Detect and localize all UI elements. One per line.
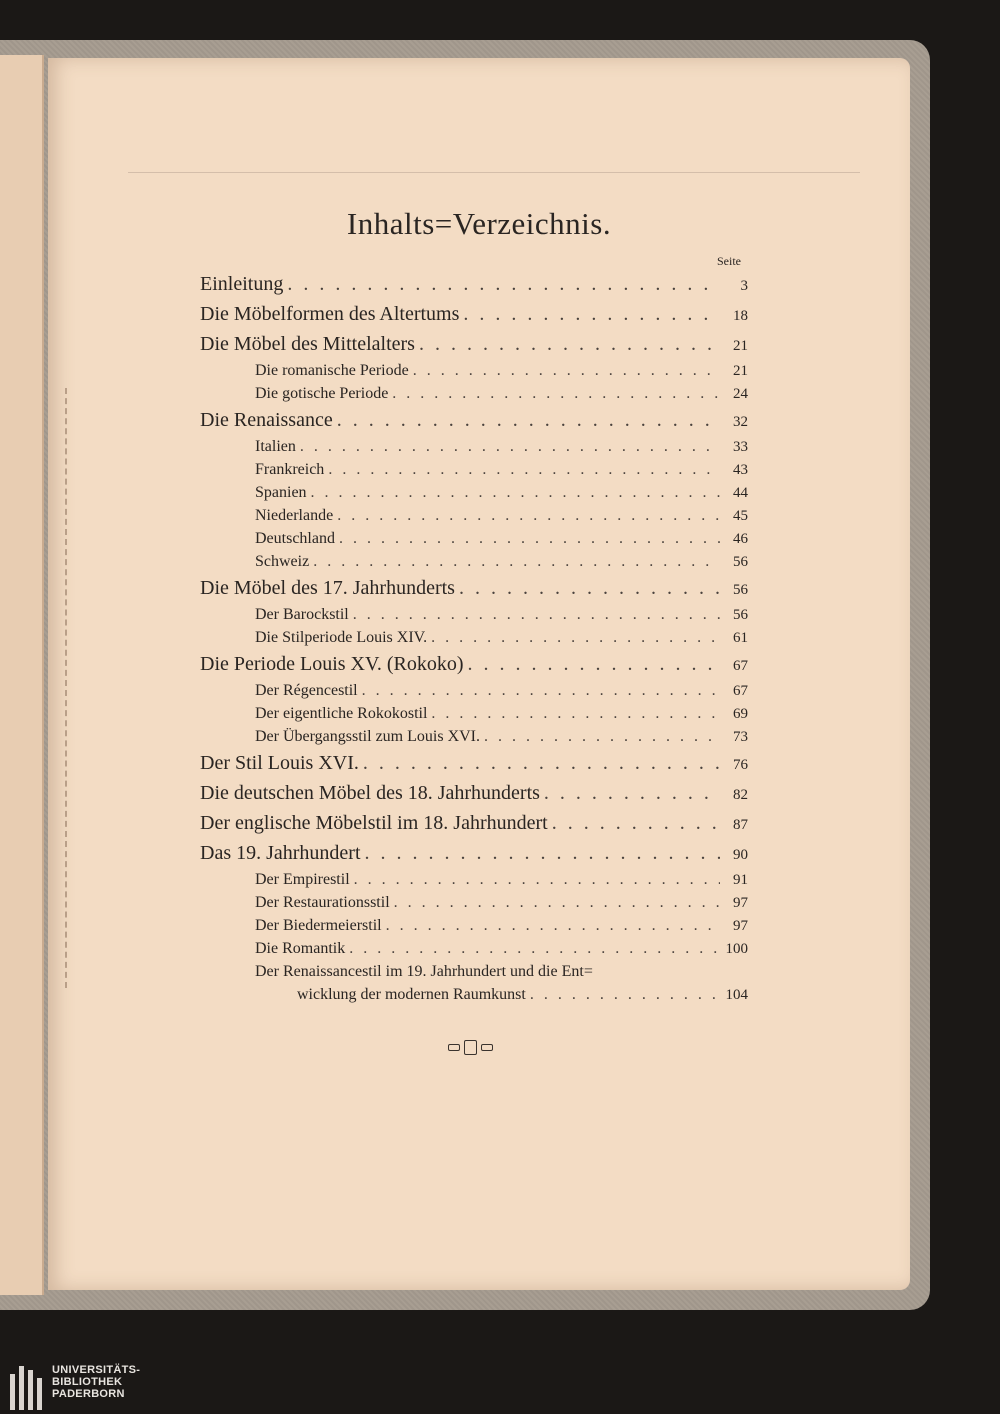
toc-entry [200,940,748,963]
toc-entry [200,894,748,917]
toc-entry [200,986,748,1009]
toc-entry [200,362,748,385]
left-page-edge [0,55,44,1295]
toc-entry [200,871,748,894]
leader-dots [363,752,720,775]
toc-entry [200,812,748,841]
leader-dots [419,333,720,356]
toc-entry-page: 76 [733,757,748,773]
toc-entry [200,629,748,652]
toc-entry-page: 97 [733,895,748,911]
toc-entry-title: Das 19. Jahrhundert [200,842,361,864]
toc-entry [200,917,748,940]
leader-dots [544,782,720,805]
toc-entry-title: Einleitung [200,273,284,295]
toc-entry-title: Die romanische Periode [255,362,409,379]
toc-entry-page: 32 [733,414,748,430]
leader-dots [413,362,720,380]
leader-dots [300,438,720,456]
toc-entry-title: Der Renaissancestil im 19. Jahrhundert und die Ent= [255,963,593,980]
toc-entry-title: Der Empirestil [255,871,350,888]
leader-dots [353,606,720,624]
leader-dots [313,553,720,571]
toc-entry-title: Der Stil Louis XVI. [200,752,359,774]
leader-dots [484,728,720,746]
toc-entry-page: 104 [725,987,748,1003]
toc-entry-title: Der Restaurationsstil [255,894,390,911]
toc-entry-title: Die deutschen Möbel des 18. Jahrhunderts [200,782,540,804]
toc-entry [200,461,748,484]
toc-entry-title: Der Übergangsstil zum Louis XVI. [255,728,480,745]
toc-entry-title: Frankreich [255,461,325,478]
toc-entry [200,728,748,751]
toc-entry-title: Die Stilperiode Louis XIV. [255,629,428,646]
toc-entry-title: Der Régencestil [255,682,358,699]
toc-entry-page: 67 [733,658,748,674]
leader-dots [287,273,720,296]
toc-entry-page: 100 [725,941,748,957]
leader-dots [394,894,720,912]
toc-entry-title: Die Romantik [255,940,346,957]
leader-dots [354,871,720,889]
toc-entry [200,752,748,781]
toc-entry [200,385,748,408]
toc-entry-page: 87 [733,817,748,833]
toc-entry [200,333,748,362]
leader-dots [337,507,720,525]
leader-dots [431,629,720,647]
toc-entry-title: Spanien [255,484,307,501]
toc-entry-page: 82 [733,787,748,803]
library-logo [0,1360,260,1414]
toc-entry-page: 56 [733,554,748,570]
toc-entry-title: Der Biedermeierstil [255,917,382,934]
toc-entry-page: 90 [733,847,748,863]
toc-entry [200,507,748,530]
toc-entry [200,963,748,986]
toc-entry-page: 18 [733,308,748,324]
toc-entry-page: 24 [733,386,748,402]
toc-entry-page: 61 [733,630,748,646]
toc-entry-title: Die Möbelformen des Altertums [200,303,460,325]
toc-entry [200,409,748,438]
toc-entry-title: Die Möbel des 17. Jahrhunderts [200,577,455,599]
leader-dots [349,940,720,958]
toc-entry-title: Italien [255,438,296,455]
toc-entry-page: 69 [733,706,748,722]
toc-entry [200,782,748,811]
toc-entry-page: 91 [733,872,748,888]
leader-dots [365,842,720,865]
toc-entry [200,303,748,332]
toc-entry [200,705,748,728]
toc-entry-page: 67 [733,683,748,699]
leader-dots [552,812,720,835]
toc-entry-title: Die gotische Periode [255,385,389,402]
ornament-icon [448,1040,493,1055]
toc-entry [200,530,748,553]
toc-entry-page: 21 [733,338,748,354]
toc-entry-title: Schweiz [255,553,310,570]
table-of-contents [200,272,748,1009]
book-page [48,58,910,1290]
toc-entry-page: 3 [740,278,748,294]
toc-entry [200,606,748,629]
toc-entry [200,682,748,705]
toc-entry [200,577,748,606]
leader-dots [337,409,720,432]
leader-dots [459,577,720,600]
toc-entry [200,653,748,682]
leader-dots [386,917,720,935]
toc-entry-title: Der eigentliche Rokokostil [255,705,428,722]
toc-entry-page: 33 [733,439,748,455]
leader-dots [468,653,721,676]
toc-entry [200,484,748,507]
toc-entry-title: Deutschland [255,530,335,547]
toc-entry-title: Niederlande [255,507,334,524]
toc-entry-page: 46 [733,531,748,547]
toc-entry-page: 43 [733,462,748,478]
toc-entry [200,842,748,871]
leader-dots [339,530,720,548]
leader-dots [530,986,720,1004]
logo-line-2: BIBLIOTHEK [52,1376,123,1388]
toc-entry [200,438,748,461]
leader-dots [463,303,720,326]
page-title: Inhalts=Verzeichnis. [346,206,612,241]
toc-entry-page: 73 [733,729,748,745]
binding-stitches [65,388,79,988]
toc-entry-page: 97 [733,918,748,934]
toc-entry-title: Der Barockstil [255,606,349,623]
leader-dots [328,461,720,479]
toc-entry-title: Die Renaissance [200,409,333,431]
toc-entry [200,553,748,576]
toc-entry-title: Der englische Möbelstil im 18. Jahrhundert [200,812,548,834]
leader-dots [311,484,720,502]
page-column-label: Seite [717,254,741,268]
toc-entry-page: 45 [733,508,748,524]
logo-line-3: PADERBORN [52,1388,125,1400]
toc-entry-page: 56 [733,607,748,623]
toc-entry-page: 44 [733,485,748,501]
header-rule [128,172,860,173]
toc-entry-title: wicklung der modernen Raumkunst [297,986,526,1003]
toc-entry [200,273,748,302]
leader-dots [431,705,720,723]
logo-line-1: UNIVERSITÄTS- [52,1364,141,1376]
toc-entry-title: Die Möbel des Mittelalters [200,333,415,355]
toc-entry-title: Die Periode Louis XV. (Rokoko) [200,653,464,675]
toc-entry-page: 56 [733,582,748,598]
leader-dots [392,385,720,403]
leader-dots [362,682,720,700]
toc-entry-page: 21 [733,363,748,379]
